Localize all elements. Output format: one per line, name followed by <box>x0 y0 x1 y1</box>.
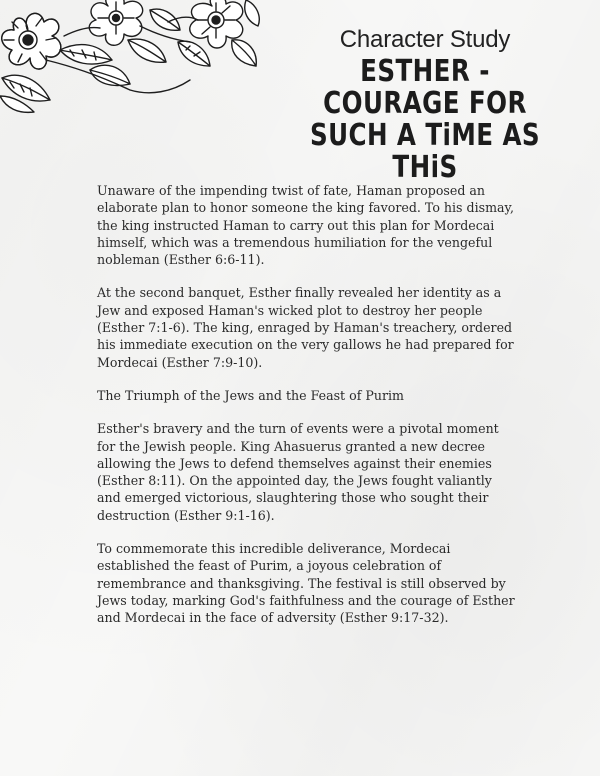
paragraph-feast-of-purim: To commemorate this incredible deliverance, Mordecai established the feast of Purim, a joyous celebration of remembrance and thanksgiving. The festival is still observed by Jews today, marking God's faithfulness and the courage of Esther and Mordecai in the face of adversity (Esther 9:17-32). <box>97 541 515 626</box>
body-text <box>97 182 515 643</box>
page-title-line-1: ESTHER - COURAGE FOR <box>323 54 527 121</box>
page-subtitle: Character Study <box>339 26 511 53</box>
floral-illustration-icon <box>0 0 262 118</box>
page-title-line-2: SUCH A TiME AS THiS <box>309 118 541 185</box>
section-heading-triumph: The Triumph of the Jews and the Feast of Purim <box>97 387 404 403</box>
paragraph-esther-bravery: Esther's bravery and the turn of events were a pivotal moment for the Jewish people. King Ahasuerus granted a new decree allowing the Jews to defend themselves against their enemies (Esther 8:11). On the appointed day, the Jews fought valiantly and emerged victorious, slaughtering those who sought their destruction (Esther 9:1-16). <box>97 421 499 523</box>
page-title <box>298 56 552 184</box>
paragraph-haman-plan: Unaware of the impending twist of fate, Haman proposed an elaborate plan to honor someone the king favored. To his dismay, the king instructed Haman to carry out this plan for Mordecai himself, which was a tremendous humiliation for the vengeful nobleman (Esther 6:6-11). <box>97 183 514 268</box>
paragraph-second-banquet: At the second banquet, Esther finally revealed her identity as a Jew and exposed Haman's wicked plot to destroy her people (Esther 7:1-6). The king, enraged by Haman's treachery, ordered his immediate execution on the very gallows he had prepared for Mordecai (Esther 7:9-10). <box>97 285 514 370</box>
